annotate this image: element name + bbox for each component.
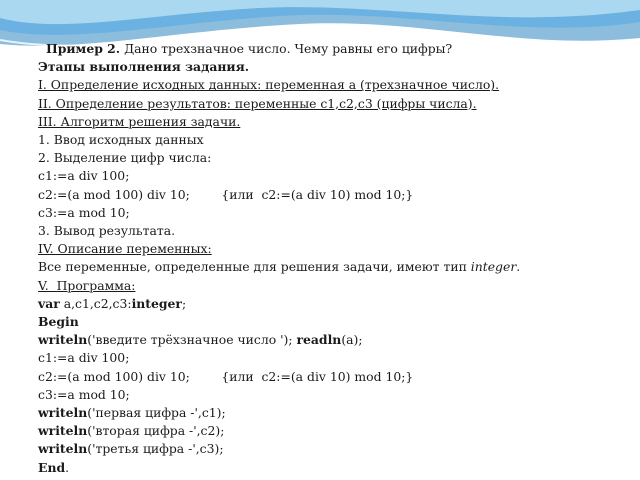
algorithm-c3: c3:=a mod 10; <box>38 204 130 220</box>
code-writeln-c3 <box>38 440 628 458</box>
section-algorithm: III. Алгоритм решения задачи. <box>38 113 241 129</box>
title-text: Дано трехзначное число. Чему равны его цифры? <box>120 41 453 56</box>
code-writeln-arg: ('первая цифра -',c1); <box>87 405 226 421</box>
code-var-list: a,c1,c2,c3: <box>59 295 132 311</box>
section-variables: IV. Описание переменных: <box>38 241 212 257</box>
slide-text <box>38 40 628 477</box>
code-readln-keyword: readln <box>296 332 342 348</box>
section-input-data: I. Определение исходных данных: переменная a (трехзначное число). <box>38 77 500 93</box>
code-var-end: ; <box>181 295 187 311</box>
code-writeln-input <box>38 331 628 349</box>
code-writeln-c2 <box>38 422 628 440</box>
code-writeln-arg: ('вторая цифра -',c2); <box>87 423 225 439</box>
code-var <box>38 295 628 313</box>
section-results: II. Определение результатов: переменные c1,c2,c3 (цифры числа). <box>38 95 477 111</box>
code-writeln-keyword: writeln <box>38 441 88 457</box>
algorithm-c2: c2:=(a mod 100) div 10; {или c2:=(a div 10) mod 10;} <box>38 186 414 202</box>
variables-type: integer <box>470 259 517 275</box>
code-writeln-keyword: writeln <box>38 332 88 348</box>
algorithm-c1: c1:=a div 100; <box>38 168 130 184</box>
stages-heading: Этапы выполнения задания. <box>38 59 250 75</box>
code-writeln-c1 <box>38 404 628 422</box>
variables-end: . <box>516 259 521 275</box>
code-var-keyword: var <box>38 295 60 311</box>
code-c3: c3:=a mod 10; <box>38 386 130 402</box>
algorithm-step-1: 1. Ввод исходных данных <box>38 132 204 148</box>
code-writeln-arg: ('введите трёхзначное число '); <box>87 332 297 348</box>
variables-description <box>38 258 628 276</box>
example-title <box>38 40 628 58</box>
title-label: Пример 2. <box>46 41 121 56</box>
algorithm-step-3: 3. Вывод результата. <box>38 223 176 239</box>
code-var-type: integer <box>131 295 182 311</box>
algorithm-step-2: 2. Выделение цифр числа: <box>38 150 212 166</box>
code-end <box>38 459 628 477</box>
code-end-dot: . <box>65 459 70 475</box>
variables-text: Все переменные, определенные для решения задачи, имеют тип <box>38 259 471 275</box>
code-c1: c1:=a div 100; <box>38 350 130 366</box>
code-begin: Begin <box>38 314 79 330</box>
section-program: V. Программа: <box>38 277 136 293</box>
code-writeln-keyword: writeln <box>38 423 88 439</box>
code-readln-arg: (a); <box>341 332 363 348</box>
code-end-keyword: End <box>38 459 66 475</box>
code-c2: c2:=(a mod 100) div 10; {или c2:=(a div 10) mod 10;} <box>38 368 414 384</box>
code-writeln-arg: ('третья цифра -',c3); <box>87 441 224 457</box>
code-writeln-keyword: writeln <box>38 405 88 421</box>
